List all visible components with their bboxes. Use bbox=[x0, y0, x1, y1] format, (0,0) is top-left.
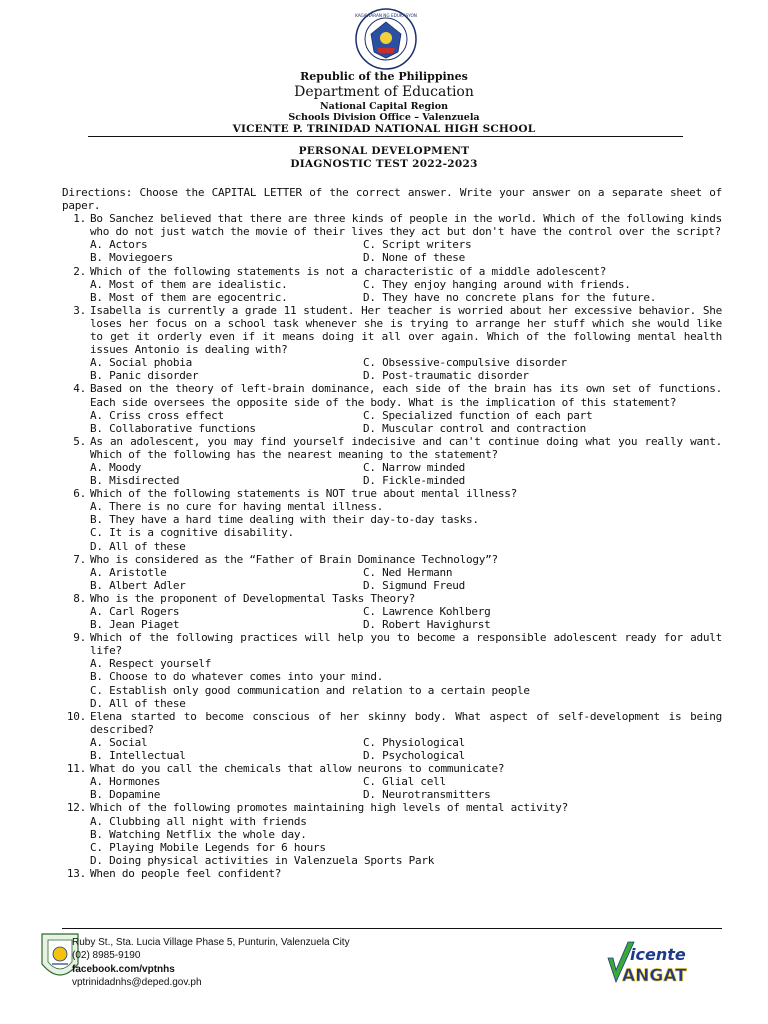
answer-option: D. Sigmund Freud bbox=[363, 578, 465, 592]
question-item bbox=[62, 553, 722, 592]
answer-option: A. Carl Rogers bbox=[90, 605, 180, 618]
answer-options bbox=[62, 605, 722, 631]
question-item bbox=[62, 304, 722, 383]
answer-option: D. Doing physical activities in Valenzuela Sports Park bbox=[90, 853, 435, 867]
header-division: Schools Division Office – Valenzuela bbox=[288, 112, 480, 123]
answer-options bbox=[62, 409, 722, 435]
answer-option: B. Misdirected bbox=[90, 474, 180, 488]
question-number: 13. bbox=[66, 866, 86, 880]
test-subject: PERSONAL DEVELOPMENT bbox=[298, 145, 470, 157]
answer-option: D. Fickle-minded bbox=[363, 474, 465, 488]
question-number: 4. bbox=[73, 382, 86, 396]
question-text: Who is considered as the “Father of Brain Dominance Technology”? bbox=[90, 552, 498, 566]
question-stem bbox=[62, 762, 722, 775]
answer-options bbox=[62, 775, 722, 801]
answer-options bbox=[62, 500, 722, 552]
question-item bbox=[62, 631, 722, 710]
question-number: 1. bbox=[73, 212, 86, 226]
directions: Directions: Choose the CAPITAL LETTER of the correct answer. Write your answer on a separate sheet of paper. bbox=[62, 186, 722, 213]
question-number: 5. bbox=[73, 434, 86, 448]
question-text: Which of the following practices will help you to become a responsible adolescent ready for adult life? bbox=[90, 631, 722, 658]
answer-option: B. Collaborative functions bbox=[90, 421, 256, 435]
question-stem bbox=[62, 592, 722, 605]
deped-seal-logo bbox=[355, 8, 417, 70]
header-school: VICENTE P. TRINIDAD NATIONAL HIGH SCHOOL bbox=[232, 123, 536, 135]
question-text: Isabella is currently a grade 11 student. Her teacher is worried about her excessive behavior. She loses her focus on a school task whenever she is trying to arrange her stuff which she would like to get it orderly even if it means doing it all over again. Which of the following mental health issues Antonio is dealing with? bbox=[90, 303, 722, 357]
answer-option: A. Hormones bbox=[90, 775, 161, 789]
question-number: 2. bbox=[73, 264, 86, 278]
answer-option: A. Aristotle bbox=[90, 565, 167, 579]
answer-options bbox=[62, 238, 722, 264]
question-number: 11. bbox=[66, 762, 86, 776]
question-item bbox=[62, 382, 722, 434]
question-text: Which of the following statements is not a characteristic of a middle adolescent? bbox=[90, 264, 607, 278]
question-number: 9. bbox=[73, 631, 86, 645]
answer-option: C. Script writers bbox=[363, 238, 472, 252]
question-text: As an adolescent, you may find yourself indecisive and can't continue doing what you really want. Which of the following has the nearest meaning to the statement? bbox=[90, 434, 722, 461]
question-item bbox=[62, 762, 722, 801]
logo-word-vicente: icente bbox=[630, 945, 686, 964]
answer-option: C. Lawrence Kohlberg bbox=[363, 605, 491, 618]
header-country: Republic of the Philippines bbox=[300, 70, 468, 83]
answer-option: B. Choose to do whatever comes into your mind. bbox=[90, 670, 384, 684]
question-stem bbox=[62, 435, 722, 461]
question-stem bbox=[62, 631, 722, 657]
answer-option: C. Ned Hermann bbox=[363, 565, 453, 579]
answer-option: D. None of these bbox=[363, 251, 465, 265]
answer-option: B. Watching Netflix the whole day. bbox=[90, 827, 307, 841]
question-item bbox=[62, 710, 722, 762]
footer-phone: (02) 8985-9190 bbox=[72, 950, 141, 962]
answer-option: C. It is a cognitive disability. bbox=[90, 526, 294, 540]
answer-options bbox=[62, 278, 722, 304]
question-text: What do you call the chemicals that allow neurons to communicate? bbox=[90, 762, 505, 776]
question-number: 6. bbox=[73, 487, 86, 501]
answer-option: A. Respect yourself bbox=[90, 657, 212, 671]
question-number: 10. bbox=[66, 709, 86, 723]
question-stem bbox=[62, 265, 722, 278]
answer-option: C. Glial cell bbox=[363, 775, 446, 789]
answer-options bbox=[62, 356, 722, 382]
question-item bbox=[62, 487, 722, 552]
answer-option: B. Moviegoers bbox=[90, 251, 173, 265]
answer-option: A. Social bbox=[90, 735, 148, 749]
answer-options bbox=[62, 461, 722, 487]
answer-option: D. Psychological bbox=[363, 749, 465, 763]
question-text: Based on the theory of left-brain dominance, each side of the brain has its own set of functions. Each side oversees the opposite side of the body. What is the implication of this statement? bbox=[90, 382, 722, 409]
answer-option: D. Neurotransmitters bbox=[363, 788, 491, 802]
question-stem bbox=[62, 801, 722, 814]
question-stem bbox=[62, 212, 722, 238]
question-text: When do people feel confident? bbox=[90, 866, 282, 880]
answer-option: D. Robert Havighurst bbox=[363, 618, 491, 632]
question-stem bbox=[62, 487, 722, 500]
answer-option: C. Specialized function of each part bbox=[363, 408, 593, 422]
answer-options bbox=[62, 815, 722, 867]
footer-email[interactable]: vptrinidadnhs@deped.gov.ph bbox=[72, 977, 202, 989]
question-stem bbox=[62, 867, 722, 880]
question-stem bbox=[62, 304, 722, 356]
answer-option: A. Criss cross effect bbox=[90, 408, 224, 422]
answer-options bbox=[62, 566, 722, 592]
answer-option: C. Playing Mobile Legends for 6 hours bbox=[90, 840, 326, 854]
question-text: Which of the following statements is NOT true about mental illness? bbox=[90, 487, 517, 501]
footer-divider bbox=[62, 928, 722, 929]
answer-option: C. They enjoy hanging around with friends. bbox=[363, 277, 631, 291]
question-number: 12. bbox=[66, 801, 86, 815]
question-item bbox=[62, 867, 722, 880]
question-item bbox=[62, 265, 722, 304]
question-text: Bo Sanchez believed that there are three kinds of people in the world. Which of the following kinds who do not just watch the movie of their lives they act but don't have the control over the script? bbox=[90, 212, 722, 239]
question-list bbox=[62, 186, 722, 880]
vicente-angat-logo bbox=[600, 938, 732, 986]
question-text: Which of the following promotes maintaining high levels of mental activity? bbox=[90, 801, 568, 815]
question-item bbox=[62, 801, 722, 866]
answer-option: B. Most of them are egocentric. bbox=[90, 290, 288, 304]
answer-option: A. There is no cure for having mental illness. bbox=[90, 500, 384, 514]
answer-option: C. Narrow minded bbox=[363, 460, 465, 474]
question-item bbox=[62, 592, 722, 631]
question-text: Who is the proponent of Developmental Tasks Theory? bbox=[90, 591, 416, 605]
logo-word-angat: ANGAT bbox=[622, 966, 687, 986]
answer-option: B. Jean Piaget bbox=[90, 618, 180, 632]
answer-option: D. All of these bbox=[90, 696, 186, 710]
question-stem bbox=[62, 382, 722, 408]
answer-option: D. All of these bbox=[90, 539, 186, 553]
test-title: DIAGNOSTIC TEST 2022-2023 bbox=[290, 158, 478, 170]
header-department: Department of Education bbox=[294, 84, 474, 100]
footer-contact bbox=[72, 936, 350, 990]
answer-option: B. Dopamine bbox=[90, 788, 161, 802]
answer-options bbox=[62, 657, 722, 709]
question-item bbox=[62, 435, 722, 487]
answer-option: C. Physiological bbox=[363, 735, 465, 749]
answer-option: D. Muscular control and contraction bbox=[363, 421, 587, 435]
answer-options bbox=[62, 736, 722, 762]
question-number: 3. bbox=[73, 303, 86, 317]
question-text: Elena started to become conscious of her skinny body. What aspect of self-development is being described? bbox=[90, 709, 722, 736]
answer-option: A. Clubbing all night with friends bbox=[90, 814, 307, 828]
answer-option: B. Panic disorder bbox=[90, 369, 199, 383]
footer-address: Ruby St., Sta. Lucia Village Phase 5, Punturin, Valenzuela City bbox=[72, 937, 350, 948]
seal-ring-text: KAGAWARAN NG EDUKASYON bbox=[355, 13, 417, 18]
answer-option: D. They have no concrete plans for the future. bbox=[363, 290, 657, 304]
answer-option: A. Social phobia bbox=[90, 356, 192, 370]
answer-option: D. Post-traumatic disorder bbox=[363, 369, 529, 383]
answer-option: C. Establish only good communication and relation to a certain people bbox=[90, 683, 530, 697]
answer-option: A. Most of them are idealistic. bbox=[90, 277, 288, 291]
answer-option: B. They have a hard time dealing with their day-to-day tasks. bbox=[90, 513, 479, 527]
question-number: 8. bbox=[73, 591, 86, 605]
answer-option: C. Obsessive-compulsive disorder bbox=[363, 356, 567, 370]
answer-option: A. Moody bbox=[90, 460, 141, 474]
answer-option: A. Actors bbox=[90, 238, 148, 252]
footer-facebook[interactable]: facebook.com/vptnhs bbox=[72, 963, 175, 975]
question-stem bbox=[62, 553, 722, 566]
question-stem bbox=[62, 710, 722, 736]
answer-option: B. Albert Adler bbox=[90, 578, 186, 592]
header-region: National Capital Region bbox=[319, 101, 448, 112]
header-divider bbox=[88, 136, 683, 137]
answer-option: B. Intellectual bbox=[90, 749, 186, 763]
question-item bbox=[62, 212, 722, 264]
question-number: 7. bbox=[73, 552, 86, 566]
